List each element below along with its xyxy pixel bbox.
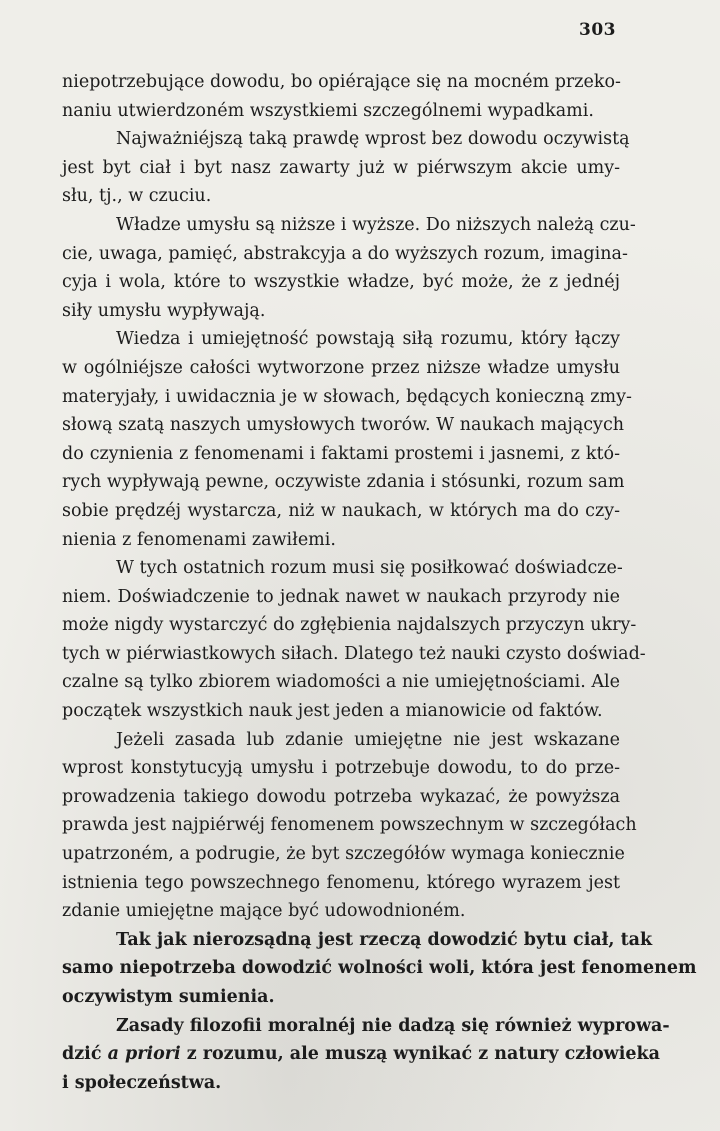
text-line: siły umysłu wypływają. <box>62 300 266 321</box>
text-line: zdanie umiejętne mające być udowodnioném. <box>62 901 466 922</box>
text-line: słu, tj., w czuciu. <box>62 186 212 207</box>
text-line: rych wypływają pewne, oczywiste zdania i stósunki, rozum sam <box>62 472 625 493</box>
text-line: cyja i wola, które to wszystkie władze, być może, że z jednéj <box>62 272 620 293</box>
text-line: istnienia tego powszechnego fenomenu, którego wyrazem jest <box>62 872 620 893</box>
text-line: czalne są tylko zbiorem wiadomości a nie umiejętnościami. Ale <box>62 672 620 693</box>
text-line: jest byt ciał i byt nasz zawarty już w piérwszym akcie umy- <box>62 157 620 178</box>
italic-phrase: a priori <box>107 1044 181 1065</box>
text-line: Wiedza i umiejętność powstają siłą rozumu, który łączy <box>116 329 620 350</box>
text-line: cie, uwaga, pamięć, abstrakcyja a do wyższych rozum, imagina- <box>62 243 628 264</box>
body-text <box>62 68 697 1097</box>
text-line: dzić a priori z rozumu, ale muszą wynikać z natury człowieka <box>62 1044 660 1065</box>
text-line: w ogólniéjsze całości wytworzone przez niższe władze umysłu <box>62 357 620 378</box>
text-line: W tych ostatnich rozum musi się posiłkować doświadcze- <box>116 558 623 579</box>
text-line: Jeżeli zasada lub zdanie umiejętne nie jest wskazane <box>116 729 620 750</box>
text-line: prawda jest najpiérwéj fenomenem powszechnym w szczegółach <box>62 815 637 836</box>
text-line: Najważniéjszą taką prawdę wprost bez dowodu oczywistą <box>116 129 630 150</box>
text-line: oczywistym sumienia. <box>62 987 275 1007</box>
page-number: 303 <box>579 20 616 40</box>
text-line: prowadzenia takiego dowodu potrzeba wykazać, że powyższa <box>62 786 620 807</box>
text-line: nienia z fenomenami zawiłemi. <box>62 529 336 550</box>
text-line: Zasady filozofii moralnéj nie dadzą się również wyprowa- <box>116 1015 670 1036</box>
text-line: upatrzoném, a podrugie, że byt szczegółów wymaga koniecznie <box>62 844 625 865</box>
text-line: materyjały, i uwidacznia je w słowach, będących konieczną zmy- <box>62 386 632 407</box>
text-line: niem. Doświadczenie to jednak nawet w naukach przyrody nie <box>62 586 620 607</box>
text-line: do czynienia z fenomenami i faktami prostemi i jasnemi, z któ- <box>62 443 620 464</box>
text-line: naniu utwierdzoném wszystkiemi szczególnemi wypadkami. <box>62 100 594 121</box>
text-line: niepotrzebujące dowodu, bo opiérające się na mocném przeko- <box>62 72 621 92</box>
text-line: wprost konstytucyją umysłu i potrzebuje dowodu, to do prze- <box>62 758 620 779</box>
text-line: samo niepotrzeba dowodzić wolności woli, która jest fenomenem <box>62 958 697 979</box>
text-line: Władze umysłu są niższe i wyższe. Do niższych należą czu- <box>116 214 636 235</box>
text-line: sobie prędzéj wystarcza, niż w naukach, w których ma do czy- <box>62 500 620 521</box>
text-line: może nigdy wystarczyć do zgłębienia najdalszych przyczyn ukry- <box>62 615 637 636</box>
text-line: tych w piérwiastkowych siłach. Dlatego też nauki czysto doświad- <box>62 643 646 664</box>
text-line: i społeczeństwa. <box>62 1072 222 1093</box>
text-line: początek wszystkich nauk jest jeden a mianowicie od faktów. <box>62 701 603 722</box>
text-line: Tak jak nierozsądną jest rzeczą dowodzić bytu ciał, tak <box>116 929 653 950</box>
text-line: słową szatą naszych umysłowych tworów. W naukach mających <box>62 415 625 436</box>
